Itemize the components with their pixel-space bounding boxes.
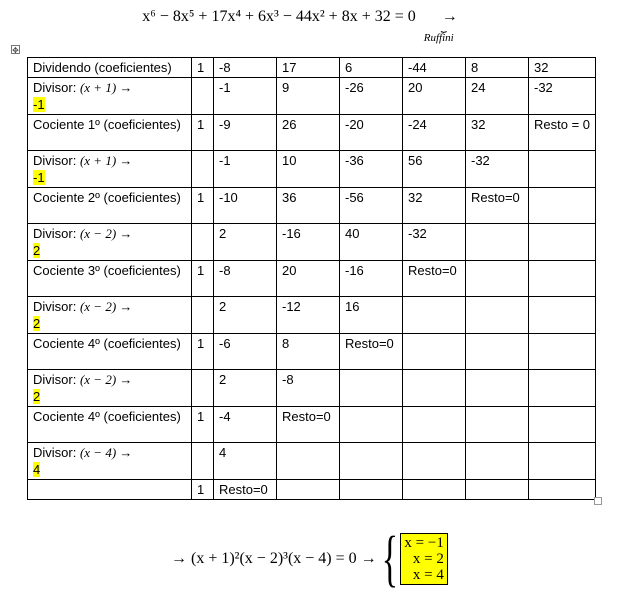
table-cell — [277, 443, 340, 480]
solution-3: x = 4 — [412, 567, 444, 583]
table-cell — [340, 443, 403, 480]
table-cell: 9 — [277, 78, 340, 115]
right-arrow-icon: → — [441, 8, 458, 25]
table-cell: 32 — [529, 58, 596, 78]
divisor-expression: (x + 1) → — [79, 80, 133, 95]
table-cell — [529, 334, 596, 370]
divisor-expression: (x − 2) → — [79, 226, 133, 241]
divisor-label — [28, 443, 192, 480]
table-cell: -8 — [214, 261, 277, 297]
table-row — [28, 151, 596, 188]
table-cell: 26 — [277, 115, 340, 151]
table-cell: 2 — [214, 224, 277, 261]
row-label: Cociente 4º (coeficientes) — [28, 407, 192, 443]
divisor-prefix: Divisor: — [33, 372, 80, 387]
table-cell — [403, 297, 466, 334]
table-cell: -16 — [340, 261, 403, 297]
table-row — [28, 480, 596, 500]
table-row — [28, 334, 596, 370]
lead-coefficient — [192, 224, 214, 261]
divisor-prefix: Divisor: — [33, 445, 80, 460]
table-row — [28, 261, 596, 297]
row-label — [28, 480, 192, 500]
table-row — [28, 407, 596, 443]
divisor-root: 2 — [33, 243, 41, 258]
table-cell: 2 — [214, 370, 277, 407]
table-cell — [529, 188, 596, 224]
table-cell: -32 — [529, 78, 596, 115]
divisor-label — [28, 370, 192, 407]
table-cell: -6 — [214, 334, 277, 370]
table-cell: -26 — [340, 78, 403, 115]
divisor-expression: (x − 2) → — [79, 372, 133, 387]
row-label: Dividendo (coeficientes) — [28, 58, 192, 78]
table-cell: -8 — [214, 58, 277, 78]
lead-coefficient: 1 — [192, 58, 214, 78]
under-brace-icon: ⏟ — [440, 22, 447, 33]
divisor-root: -1 — [33, 170, 45, 185]
table-cell: 17 — [277, 58, 340, 78]
table-cell: Resto=0 — [277, 407, 340, 443]
lead-coefficient — [192, 443, 214, 480]
table-cell: -44 — [403, 58, 466, 78]
divisor-prefix: Divisor: — [33, 153, 80, 168]
table-cell: 16 — [340, 297, 403, 334]
table-cell: Resto = 0 — [529, 115, 596, 151]
table-cell — [529, 370, 596, 407]
lead-coefficient: 1 — [192, 261, 214, 297]
table-cell: -8 — [277, 370, 340, 407]
bottom-equation — [171, 525, 448, 593]
table-cell — [403, 370, 466, 407]
table-cell: 10 — [277, 151, 340, 188]
divisor-prefix: Divisor: — [33, 226, 80, 241]
table-cell: -1 — [214, 78, 277, 115]
table-cell: 24 — [466, 78, 529, 115]
lead-coefficient — [192, 370, 214, 407]
table-cell — [340, 407, 403, 443]
divisor-label — [28, 297, 192, 334]
table-cell: -32 — [403, 224, 466, 261]
table-cell — [529, 480, 596, 500]
table-row — [28, 370, 596, 407]
table-cell: 20 — [403, 78, 466, 115]
table-cell: 32 — [466, 115, 529, 151]
lead-coefficient — [192, 297, 214, 334]
table-cell: 40 — [340, 224, 403, 261]
table-cell — [466, 334, 529, 370]
table-row — [28, 297, 596, 334]
table-cell — [340, 480, 403, 500]
lead-coefficient: 1 — [192, 188, 214, 224]
table-cell — [529, 261, 596, 297]
table-cell: -36 — [340, 151, 403, 188]
table-cell: -20 — [340, 115, 403, 151]
ruffini-arrow-label — [424, 8, 478, 44]
table-cell: 8 — [277, 334, 340, 370]
row-label: Cociente 1º (coeficientes) — [28, 115, 192, 151]
table-cell: 20 — [277, 261, 340, 297]
move-handle-icon[interactable]: ✥ — [12, 46, 19, 55]
table-cell: -10 — [214, 188, 277, 224]
table-cell: 8 — [466, 58, 529, 78]
table-cell — [529, 443, 596, 480]
lead-coefficient: 1 — [192, 115, 214, 151]
table-cell: 2 — [214, 297, 277, 334]
table-cell — [466, 224, 529, 261]
table-cell — [466, 261, 529, 297]
divisor-expression: (x + 1) → — [79, 153, 133, 168]
lead-coefficient: 1 — [192, 407, 214, 443]
divisor-expression: (x − 4) → — [79, 445, 133, 460]
divisor-label — [28, 224, 192, 261]
table-cell: -32 — [466, 151, 529, 188]
table-cell: 32 — [403, 188, 466, 224]
table-row — [28, 115, 596, 151]
table-cell: Resto=0 — [340, 334, 403, 370]
table-cell — [340, 370, 403, 407]
table-cell — [529, 297, 596, 334]
lead-coefficient — [192, 78, 214, 115]
row-label: Cociente 2º (coeficientes) — [28, 188, 192, 224]
resize-handle-icon[interactable] — [594, 497, 602, 505]
table-cell: 36 — [277, 188, 340, 224]
ruffini-table — [27, 57, 596, 500]
solution-2: x = 2 — [412, 551, 444, 567]
solution-1: x = −1 — [404, 535, 444, 551]
table-cell — [466, 370, 529, 407]
table-cell: Resto=0 — [466, 188, 529, 224]
table-cell — [466, 297, 529, 334]
table-row — [28, 188, 596, 224]
divisor-label — [28, 78, 192, 115]
table-row — [28, 224, 596, 261]
divisor-root: 2 — [33, 316, 41, 331]
table-cell: -24 — [403, 115, 466, 151]
table-row — [28, 58, 596, 78]
table-cell: -16 — [277, 224, 340, 261]
table-cell: 4 — [214, 443, 277, 480]
table-cell: -56 — [340, 188, 403, 224]
method-label: Ruffini — [423, 32, 454, 44]
table-cell: 56 — [403, 151, 466, 188]
table-cell — [277, 480, 340, 500]
table-cell — [529, 224, 596, 261]
table-cell — [466, 443, 529, 480]
divisor-prefix: Divisor: — [33, 80, 80, 95]
row-label: Cociente 4º (coeficientes) — [28, 334, 192, 370]
table-cell: Resto=0 — [214, 480, 277, 500]
table-cell: 6 — [340, 58, 403, 78]
table-cell: -4 — [214, 407, 277, 443]
table-cell: -1 — [214, 151, 277, 188]
divisor-root: 4 — [33, 462, 41, 477]
divisor-root: -1 — [33, 97, 45, 112]
divisor-label — [28, 151, 192, 188]
table-cell — [403, 407, 466, 443]
lead-coefficient — [192, 151, 214, 188]
table-cell — [529, 151, 596, 188]
lead-coefficient: 1 — [192, 334, 214, 370]
lead-coefficient: 1 — [192, 480, 214, 500]
table-cell — [529, 407, 596, 443]
left-brace-icon: { — [381, 525, 398, 593]
divisor-prefix: Divisor: — [33, 299, 80, 314]
polynomial-equation: x⁶ − 8x⁵ + 17x⁴ + 6x³ − 44x² + 8x + 32 = 0 — [142, 8, 416, 25]
table-row — [28, 78, 596, 115]
factored-equation: → (x + 1)²(x − 2)³(x − 4) = 0 → — [171, 550, 377, 567]
table-cell — [466, 407, 529, 443]
divisor-root: 2 — [33, 389, 41, 404]
top-equation — [0, 8, 620, 44]
table-cell — [403, 443, 466, 480]
table-cell — [403, 334, 466, 370]
divisor-expression: (x − 2) → — [79, 299, 133, 314]
table-cell: -12 — [277, 297, 340, 334]
table-cell: Resto=0 — [403, 261, 466, 297]
row-label: Cociente 3º (coeficientes) — [28, 261, 192, 297]
table-cell: -9 — [214, 115, 277, 151]
table-cell — [403, 480, 466, 500]
solutions-box — [400, 533, 447, 585]
table-row — [28, 443, 596, 480]
table-cell — [466, 480, 529, 500]
